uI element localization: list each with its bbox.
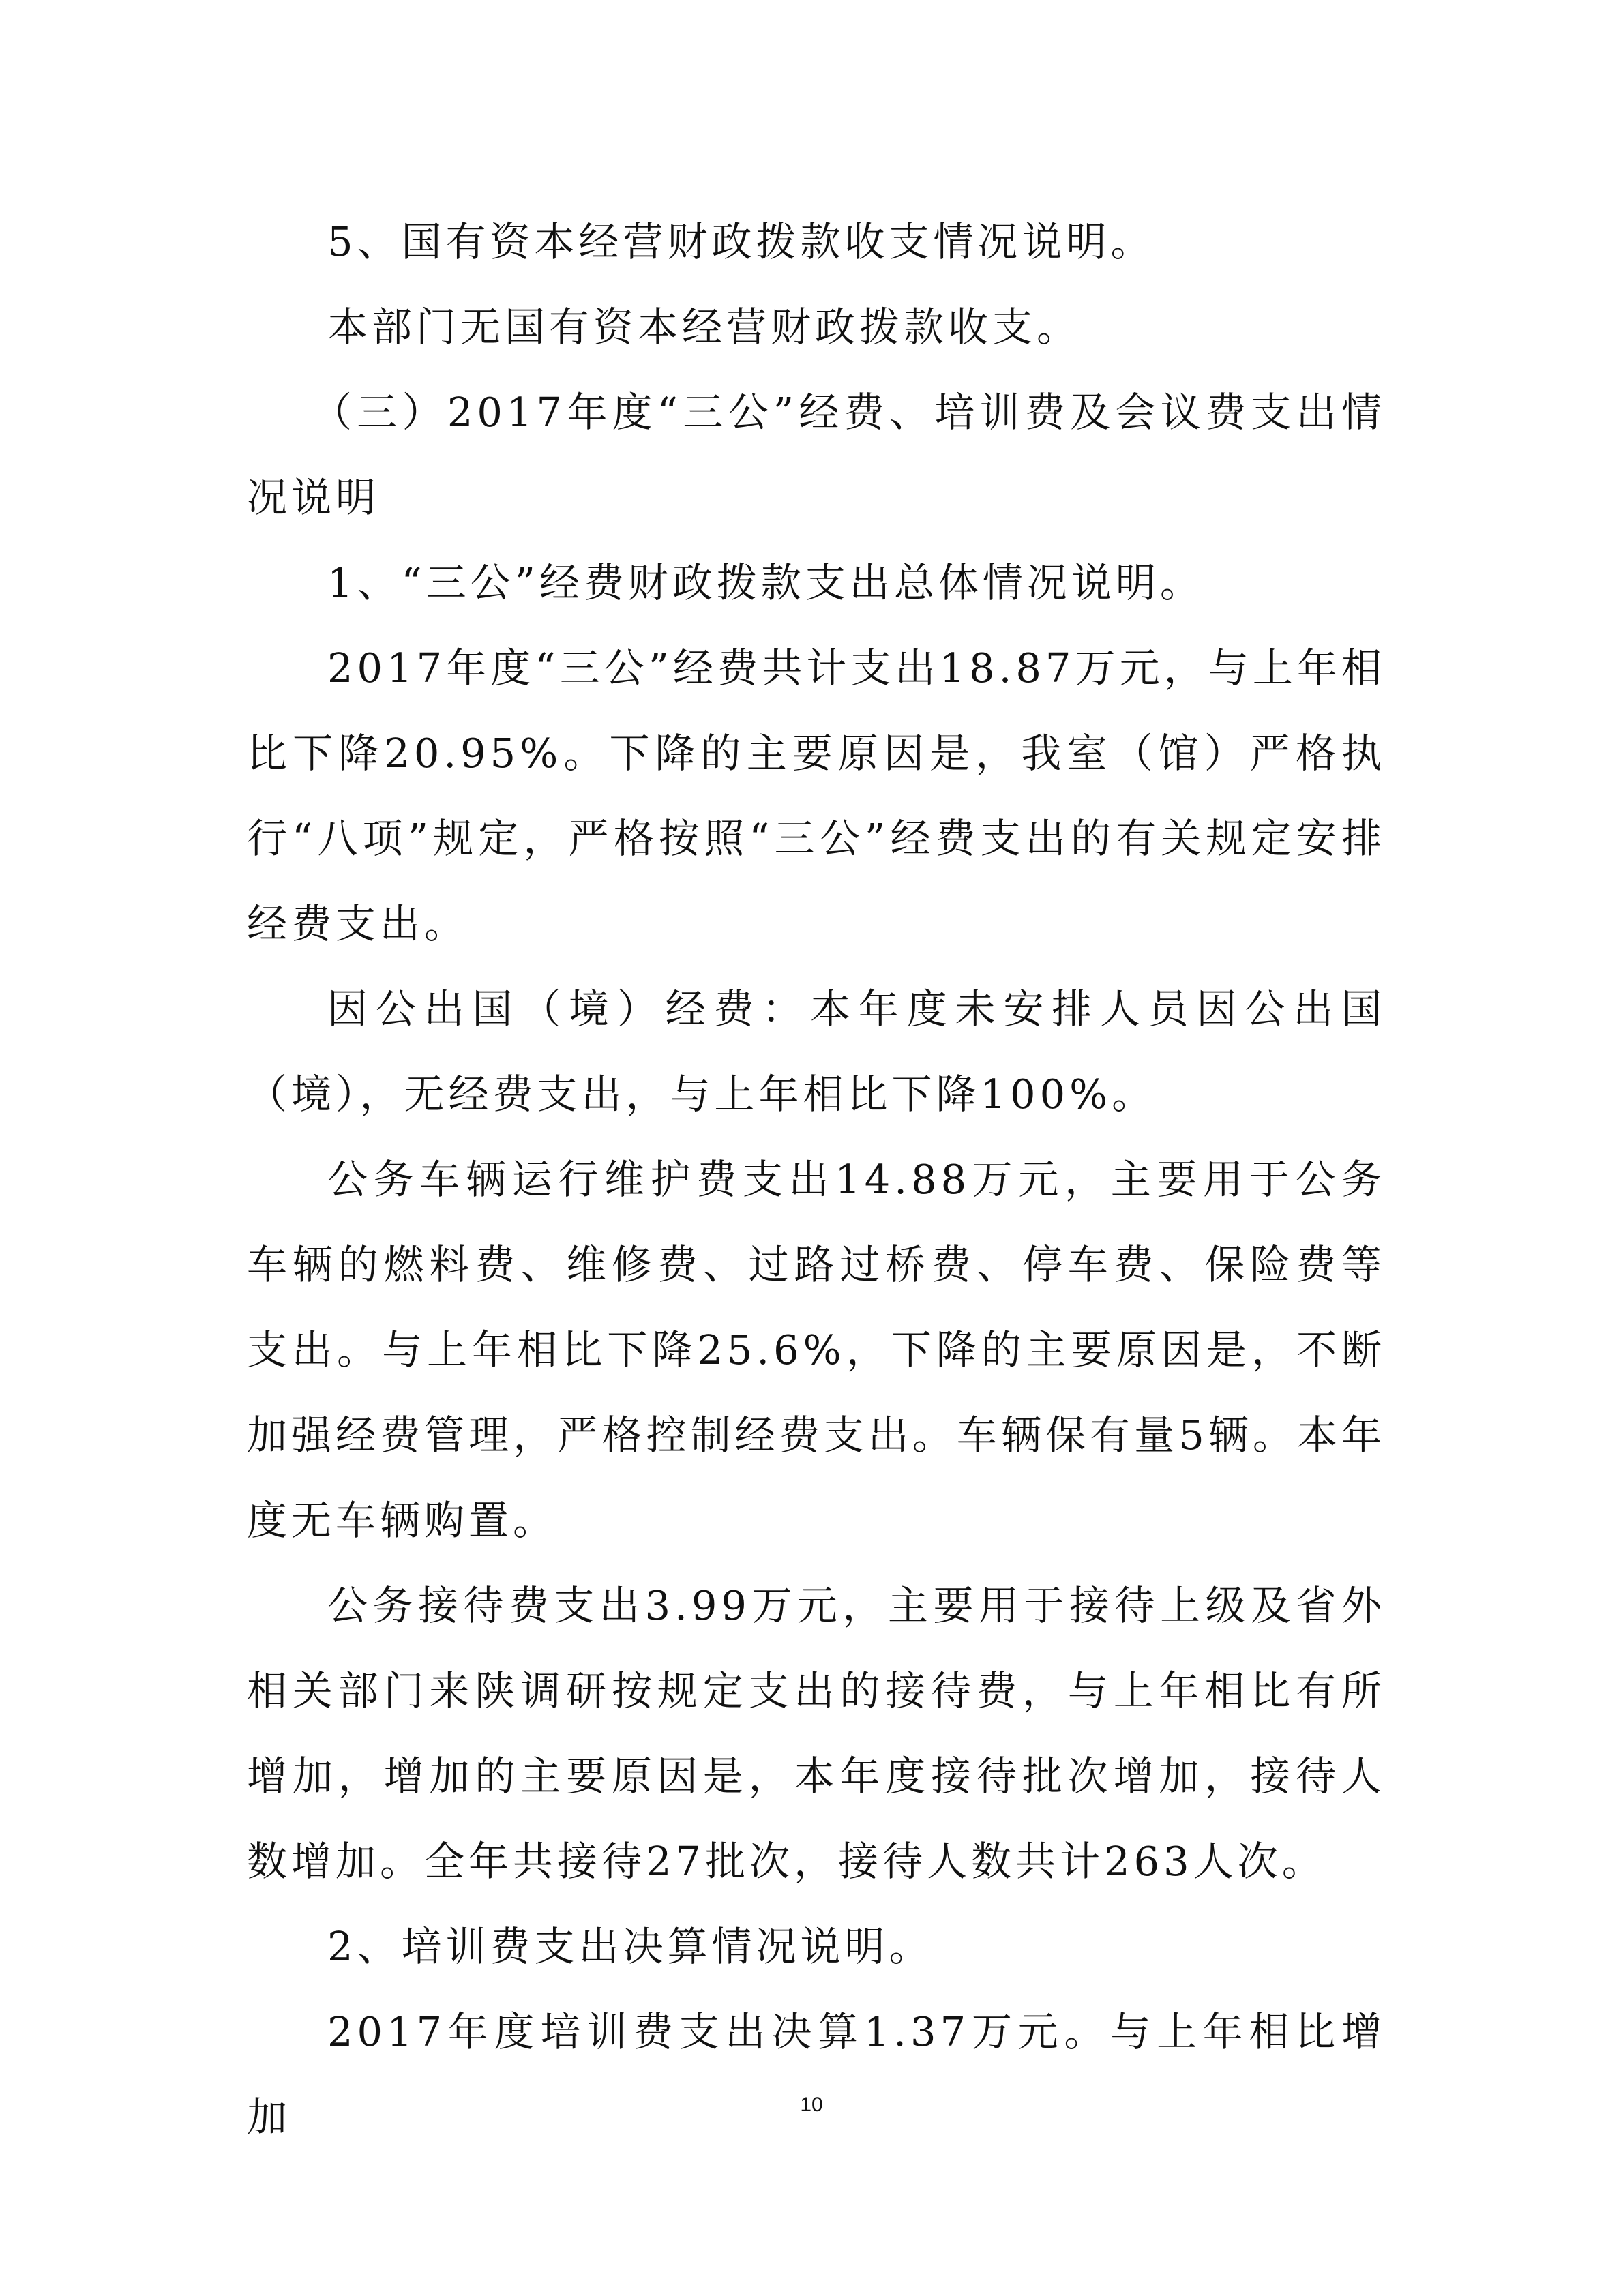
paragraph-three-public-overall-body: 2017年度“三公”经费共计支出18.87万元，与上年相比下降20.95%。下降的主要原因是，我室（馆）严格执行“八项”规定，严格按照“三公”经费支出的有关规定安排经费支出。: [247, 644, 1386, 947]
page-number: 10: [800, 2093, 823, 2116]
section-heading-three-public-expenses: （三）2017年度“三公”经费、培训费及会议费支出情况说明: [247, 389, 1386, 521]
document-body: [247, 199, 1386, 2160]
paragraph-state-capital-heading: 5、国有资本经营财政拨款收支情况说明。: [327, 218, 1155, 265]
paragraph-official-reception: 公务接待费支出3.99万元，主要用于接待上级及省外相关部门来陕调研按规定支出的接待费，与上年相比有所增加，增加的主要原因是，本年度接待批次增加，接待人数增加。全年共接待27批次，接待人数共计263人次。: [247, 1582, 1386, 1885]
paragraph-vehicle-maintenance: 公务车辆运行维护费支出14.88万元，主要用于公务车辆的燃料费、维修费、过路过桥费、停车费、保险费等支出。与上年相比下降25.6%，下降的主要原因是，不断加强经费管理，严格控制经费支出。车辆保有量5辆。本年度无车辆购置。: [247, 1156, 1386, 1544]
paragraph-overseas-travel: 因公出国（境）经费：本年度未安排人员因公出国（境），无经费支出，与上年相比下降100%。: [247, 985, 1386, 1118]
paragraph-training-heading: 2、培训费支出决算情况说明。: [327, 1923, 934, 1970]
paragraph-state-capital-body: 本部门无国有资本经营财政拨款收支。: [327, 303, 1082, 351]
paragraph-training-body: 2017年度培训费支出决算1.37万元。与上年相比增加: [247, 2008, 1386, 2141]
paragraph-three-public-overall-heading: 1、“三公”经费财政拨款支出总体情况说明。: [327, 559, 1204, 606]
